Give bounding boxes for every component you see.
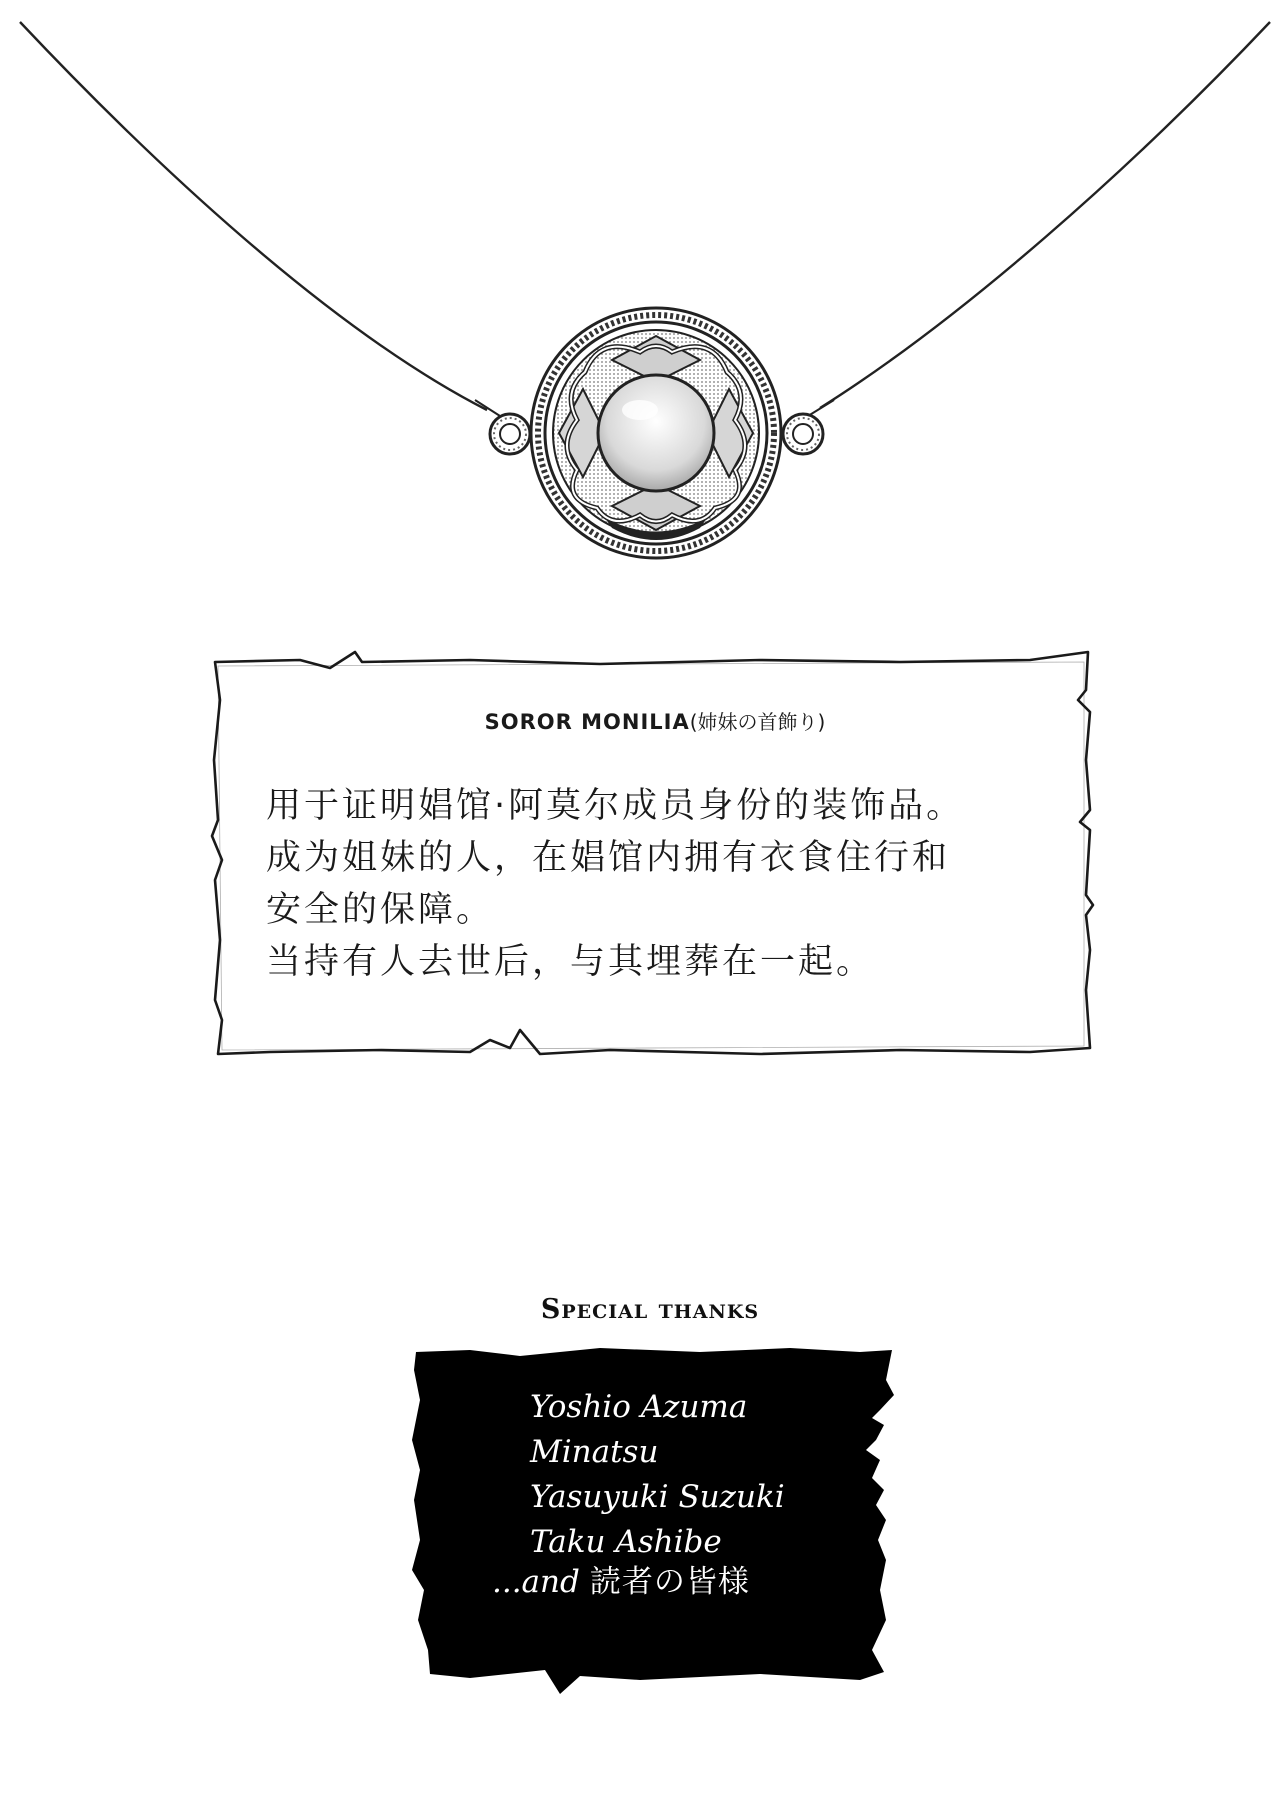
item-title-name: SOROR MONILIA	[484, 710, 690, 734]
thanks-footer-lead: ...and	[492, 1564, 580, 1600]
special-thanks-heading: Special thanks	[540, 1294, 760, 1325]
thanks-name: Yoshio Azuma	[530, 1389, 748, 1425]
item-description-line: 安全的保障。	[266, 890, 495, 930]
thanks-name: Minatsu	[530, 1434, 659, 1470]
thanks-footer	[492, 1556, 750, 1601]
special-thanks-names	[530, 1385, 785, 1565]
thanks-footer-readers: 読者の皆様	[589, 1564, 750, 1600]
item-description-line: 成为姐妹的人，在娼馆内拥有衣食住行和	[266, 838, 951, 878]
item-description-line: 用于证明娼馆·阿莫尔成员身份的装饰品。	[266, 786, 965, 826]
item-title-note: (姉妹の首飾り)	[689, 710, 826, 734]
thanks-name: Taku Ashibe	[530, 1524, 722, 1560]
thanks-name: Yasuyuki Suzuki	[530, 1479, 785, 1515]
item-description-line: 当持有人去世后，与其埋葬在一起。	[266, 942, 875, 982]
